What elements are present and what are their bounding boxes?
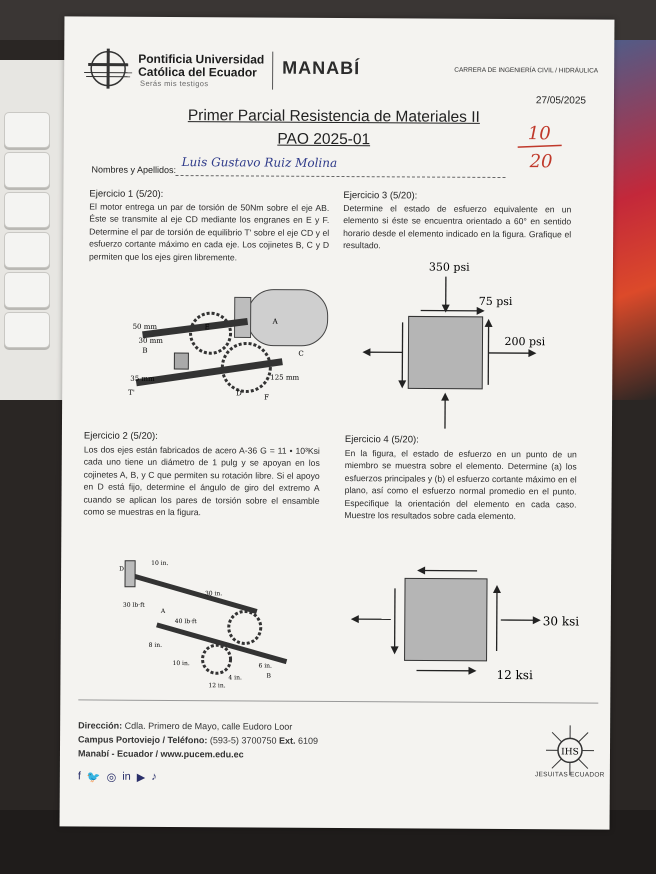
jesuit-label: JESUITAS ECUADOR xyxy=(534,771,605,779)
footer-address: Dirección: Cdla. Primero de Mayo, calle Eudoro Loor xyxy=(78,720,293,732)
fig1-label-35mm: 35 mm xyxy=(130,374,155,383)
exam-title: Primer Parcial Resistencia de Materiales II xyxy=(187,107,480,126)
names-label: Nombres y Apellidos: xyxy=(91,164,177,176)
footer-web: Manabí - Ecuador / www.pucem.edu.ec xyxy=(77,748,244,760)
fig3-label-sy: 350 psi xyxy=(428,260,470,274)
fig1-label-30mm: 30 mm xyxy=(138,336,163,345)
keyboard-key xyxy=(4,152,50,188)
exercise2-figure xyxy=(116,551,317,692)
keyboard-key xyxy=(4,312,50,348)
fig2-label-l1: 10 in. xyxy=(151,559,169,567)
linkedin-icon[interactable]: in xyxy=(122,770,131,783)
facebook-icon[interactable]: f xyxy=(77,770,81,783)
fig3-label-sx: 200 psi xyxy=(504,335,546,349)
fig2-label-l3: 30 lb·ft xyxy=(122,601,145,609)
exercise2-title: Ejercicio 2 (5/20): xyxy=(83,430,158,442)
exercise1-body: El motor entrega un par de torsión de 50Nm sobre el eje AB. Éste se transmite al eje CD mediante los engranes en E y F. Determine el par de torsión de equilibrio T' sobre el eje CD y el esfuerzo cortante máximo en cada eje. Los cojinetes B, C y D permiten que los ejes giren libremente. xyxy=(88,201,330,263)
university-tagline: Serás mis testigos xyxy=(140,78,209,89)
fig2-label-d: D xyxy=(119,565,124,573)
exam-period: PAO 2025-01 xyxy=(277,130,371,149)
exercise3-stress-element xyxy=(362,258,563,435)
fig1-label-125mm: 125 mm xyxy=(270,373,300,382)
fig2-label-l4: 40 lb·ft xyxy=(174,618,197,626)
exercise3-body: Determine el estado de esfuerzo equivalente en un elemento si éste se encuentra orientado a 60° en sentido horario desde el elemento indicado en la figura. Grafique el resultado. xyxy=(343,203,572,251)
fig1-label-f: F xyxy=(264,393,270,402)
exercise3-title: Ejercicio 3 (5/20): xyxy=(343,190,418,202)
youtube-icon[interactable]: ▶ xyxy=(136,771,146,784)
campus-name: MANABÍ xyxy=(282,57,361,79)
fig4-label-sx: 30 ksi xyxy=(542,614,580,629)
fig1-label-b: B xyxy=(142,346,148,355)
fig4-label-txy: 12 ksi xyxy=(496,667,533,683)
exercise1-figure xyxy=(122,283,343,414)
fig1-label-d: D xyxy=(236,389,242,398)
fig2-label-l8: 4 in. xyxy=(228,674,242,682)
fig1-label-c: C xyxy=(298,349,304,358)
exercise1-title: Ejercicio 1 (5/20): xyxy=(89,188,164,200)
university-name: Pontificia Universidad Católica del Ecuador xyxy=(138,51,265,80)
seal-text: IHS xyxy=(561,747,579,758)
fig1-label-a: A xyxy=(272,317,278,326)
social-icons xyxy=(78,770,157,783)
fig1-label-50mm: 50 mm xyxy=(132,322,158,331)
exercise2-body: Los dos ejes están fabricados de acero A-36 G = 11 • 10³Ksi cada uno tiene un diámetro de 1 pulg y se apoyan en los cojinetes A, B, y C que permiten su rotación libre. Si el apoyo en D está fijo, determine el ángulo de giro del extremo A cuando se aplican los pares de torsión sobre el ensamble como se muestras en la figura. xyxy=(83,444,320,518)
keyboard-key xyxy=(4,192,50,228)
fig2-label-l6: 10 in. xyxy=(172,659,190,668)
fig2-label-b: B xyxy=(266,672,271,680)
header xyxy=(82,42,599,95)
fig1-label-t: T' xyxy=(128,388,135,397)
keyboard-key xyxy=(4,112,50,148)
header-divider xyxy=(272,52,273,90)
exercise4-body: En la figura, el estado de esfuerzo en un punto de un miembro se muestra sobre el elemento. Determine (a) los esfuerzos principales y (b) el esfuerzo cortante máximo en el plano, así como el esfuerzo normal promedio en el punto. Especifique la orientación del elemento en cada caso. Muestre los resultados sobre cada elemento. xyxy=(344,448,577,522)
footer-phone: Campus Portoviejo / Teléfono: (593-5) 3700750 Ext. 6109 xyxy=(78,734,319,746)
university-logo-icon xyxy=(82,46,134,90)
keyboard-key xyxy=(4,232,50,268)
exam-paper xyxy=(60,16,615,829)
fig2-label-l2: 30 in. xyxy=(204,590,223,598)
footer-divider xyxy=(78,699,598,703)
twitter-icon[interactable]: 🐦 xyxy=(86,771,101,784)
tiktok-icon[interactable]: ♪ xyxy=(151,770,157,783)
keyboard xyxy=(0,60,70,400)
names-underline xyxy=(176,175,506,178)
instagram-icon[interactable]: ◎ xyxy=(106,771,117,784)
exam-date: 27/05/2025 xyxy=(535,95,587,107)
exercise4-stress-element xyxy=(350,550,591,687)
fig1-label-e: E xyxy=(204,323,210,332)
career-name: CARRERA DE INGENIERÍA CIVIL / HIDRÁULICA xyxy=(454,66,599,75)
fig2-label-l5: 8 in. xyxy=(148,641,163,649)
grade-denominator: 20 xyxy=(529,151,553,173)
fig3-label-txy: 75 psi xyxy=(478,294,513,309)
student-name-handwritten: Luis Gustavo Ruiz Molina xyxy=(181,155,338,170)
fig2-label-a: A xyxy=(160,607,166,615)
grade-numerator: 10 xyxy=(527,123,551,145)
keyboard-key xyxy=(4,272,50,308)
fig2-label-l7: 6 in. xyxy=(258,662,272,670)
fig2-label-l9: 12 in. xyxy=(208,682,226,690)
handwritten-grade xyxy=(504,117,574,177)
exercise4-title: Ejercicio 4 (5/20): xyxy=(344,434,419,446)
